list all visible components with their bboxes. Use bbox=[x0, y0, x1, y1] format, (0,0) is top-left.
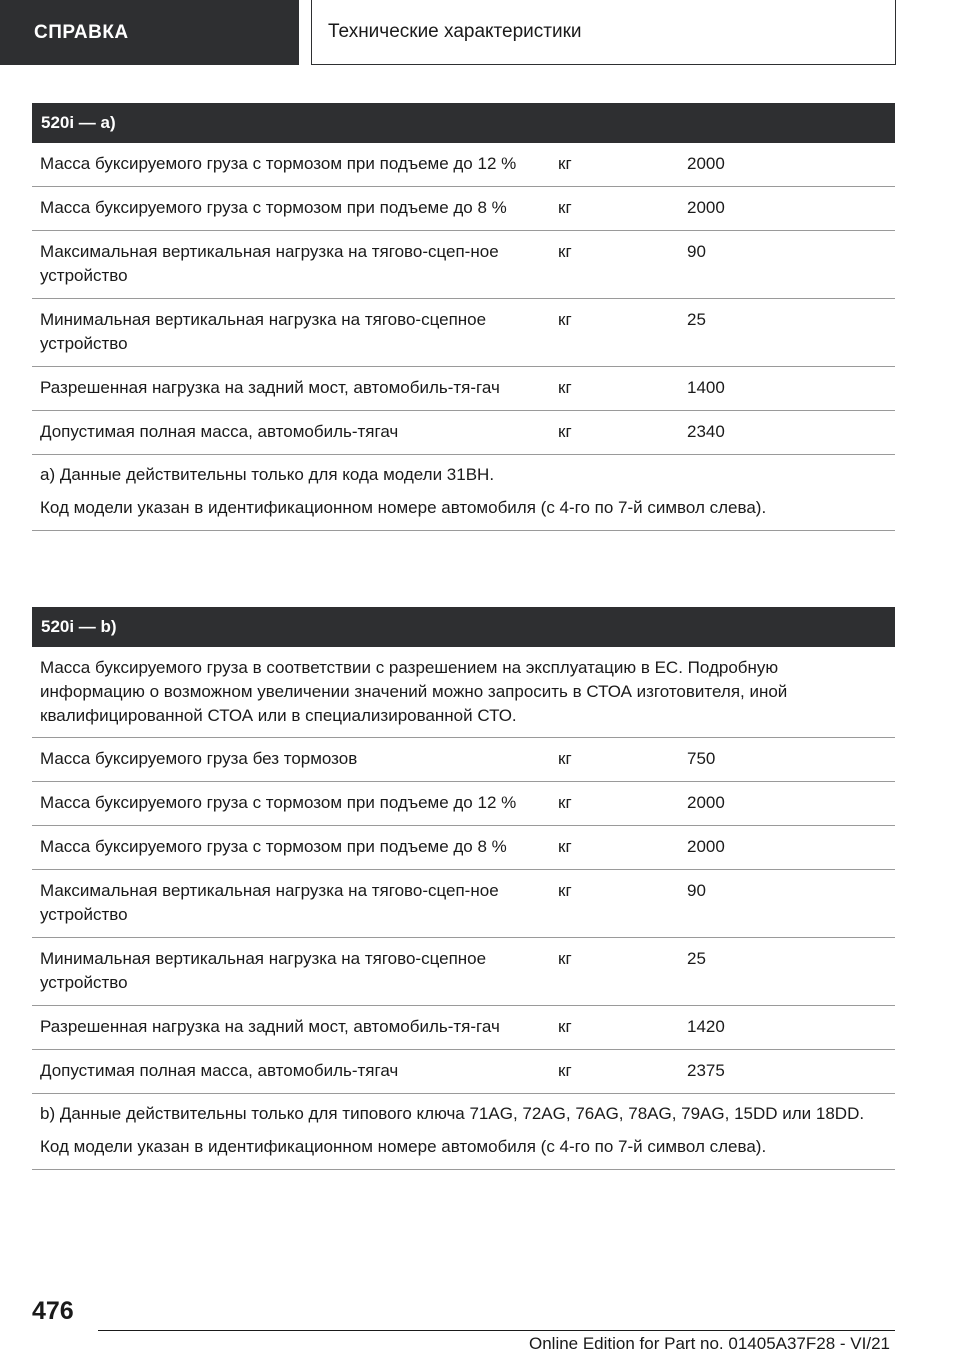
row-label: Допустимая полная масса, автомобиль-тягач bbox=[40, 1061, 399, 1080]
footnote-text: Код модели указан в идентификационном номере автомобиля (с 4-го по 7-й символ слева). bbox=[40, 498, 767, 517]
table-row bbox=[32, 367, 895, 411]
spec-table-520i-a bbox=[32, 103, 895, 531]
row-unit: кг bbox=[558, 749, 572, 768]
row-label: Масса буксируемого груза без тормозов bbox=[40, 749, 358, 768]
row-label: Масса буксируемого груза с тормозом при подъеме до 12 % bbox=[40, 793, 517, 812]
row-value: 2340 bbox=[687, 422, 725, 441]
row-label: Допустимая полная масса, автомобиль-тягач bbox=[40, 422, 399, 441]
chapter-tab bbox=[311, 0, 896, 65]
table-row bbox=[32, 231, 895, 299]
table-row bbox=[32, 187, 895, 231]
table-row bbox=[32, 938, 895, 1006]
footer-divider bbox=[98, 1330, 895, 1331]
row-label: Масса буксируемого груза с тормозом при подъеме до 8 % bbox=[40, 837, 507, 856]
footnote-text: a) Данные действительны только для кода модели 31BH. bbox=[40, 465, 495, 484]
row-unit: кг bbox=[558, 310, 572, 329]
row-unit: кг bbox=[558, 881, 572, 900]
row-label: Максимальная вертикальная нагрузка на тягово-сцеп-ное устройство bbox=[40, 242, 499, 285]
row-unit: кг bbox=[558, 1017, 572, 1036]
row-unit: кг bbox=[558, 242, 572, 261]
table-row bbox=[32, 826, 895, 870]
row-value: 2000 bbox=[687, 198, 725, 217]
edition-note: Online Edition for Part no. 01405A37F28 - VI/21 bbox=[528, 1334, 890, 1353]
row-value: 25 bbox=[687, 310, 706, 329]
row-value: 750 bbox=[687, 749, 716, 768]
chapter-title: Технические характеристики bbox=[328, 21, 582, 42]
row-unit: кг bbox=[558, 1061, 572, 1080]
table-title: 520i — a) bbox=[32, 103, 895, 143]
row-label: Масса буксируемого груза с тормозом при подъеме до 12 % bbox=[40, 154, 517, 173]
table-row bbox=[32, 738, 895, 782]
row-unit: кг bbox=[558, 949, 572, 968]
table-row bbox=[32, 411, 895, 455]
row-label: Разрешенная нагрузка на задний мост, автомобиль-тя-гач bbox=[40, 1017, 500, 1036]
row-unit: кг bbox=[558, 793, 572, 812]
table-intro: Масса буксируемого груза в соответствии с разрешением на эксплуатацию в ЕС. Подробную информацию о возможном увеличении значений можно запросить в СТОА изготовителя, иной квалифицированной СТОА или в специализированной СТО. bbox=[32, 647, 895, 738]
row-value: 1400 bbox=[687, 378, 725, 397]
row-unit: кг bbox=[558, 378, 572, 397]
row-value: 2000 bbox=[687, 793, 725, 812]
row-value: 90 bbox=[687, 242, 706, 261]
row-value: 90 bbox=[687, 881, 706, 900]
table-footnote bbox=[32, 1094, 895, 1170]
footnote-text: b) Данные действительны только для типового ключа 71AG, 72AG, 76AG, 78AG, 79AG, 15DD или 18DD. bbox=[40, 1104, 865, 1123]
row-label: Разрешенная нагрузка на задний мост, автомобиль-тя-гач bbox=[40, 378, 500, 397]
row-value: 2375 bbox=[687, 1061, 725, 1080]
row-label: Максимальная вертикальная нагрузка на тягово-сцеп-ное устройство bbox=[40, 881, 499, 924]
row-value: 1420 bbox=[687, 1017, 725, 1036]
footnote-text: Код модели указан в идентификационном номере автомобиля (с 4-го по 7-й символ слева). bbox=[40, 1137, 767, 1156]
table-footnote bbox=[32, 455, 895, 531]
row-value: 2000 bbox=[687, 837, 725, 856]
spec-table-520i-b bbox=[32, 607, 895, 1170]
row-label: Минимальная вертикальная нагрузка на тягово-сцепное устройство bbox=[40, 310, 487, 353]
row-value: 25 bbox=[687, 949, 706, 968]
row-unit: кг bbox=[558, 154, 572, 173]
row-unit: кг bbox=[558, 198, 572, 217]
table-title: 520i — b) bbox=[32, 607, 895, 647]
page-number: 476 bbox=[32, 1297, 74, 1325]
table-row bbox=[32, 782, 895, 826]
table-row bbox=[32, 1050, 895, 1094]
row-value: 2000 bbox=[687, 154, 725, 173]
row-label: Минимальная вертикальная нагрузка на тягово-сцепное устройство bbox=[40, 949, 487, 992]
section-tab bbox=[0, 0, 299, 65]
row-unit: кг bbox=[558, 422, 572, 441]
table-row bbox=[32, 870, 895, 938]
section-title: СПРАВКА bbox=[34, 21, 129, 43]
row-label: Масса буксируемого груза с тормозом при подъеме до 8 % bbox=[40, 198, 507, 217]
row-unit: кг bbox=[558, 837, 572, 856]
table-row bbox=[32, 299, 895, 367]
table-row bbox=[32, 1006, 895, 1050]
table-row bbox=[32, 143, 895, 187]
